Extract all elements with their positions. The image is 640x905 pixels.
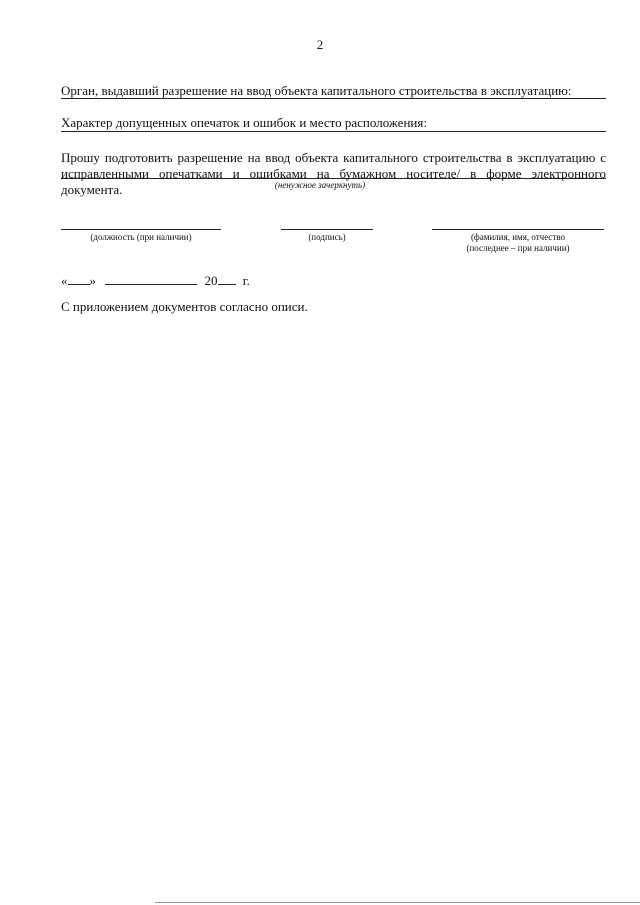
date-open-quote: « [61, 273, 68, 288]
request-line-1: Прошу подготовить разрешение на ввод объекта капитального строительства в эксплуатацию с [61, 150, 606, 165]
request-text [61, 150, 606, 198]
full-name-label [432, 232, 604, 254]
signature-label: (подпись) [308, 232, 346, 242]
day-blank [68, 272, 90, 285]
issuing-authority-label: Орган, выдавший разрешение на ввод объекта капитального строительства в эксплуатацию: [61, 83, 572, 98]
month-blank [105, 272, 197, 285]
date-close-quote: » [89, 273, 96, 288]
attachment-text: С приложением документов согласно описи. [61, 299, 308, 314]
full-name-label-line-2: (последнее – при наличии) [466, 243, 570, 253]
full-name-label-line-1: (фамилия, имя, отчество [470, 232, 566, 242]
scan-edge-line [155, 902, 640, 903]
signature-line [281, 229, 373, 230]
issuing-authority-line [61, 98, 606, 99]
year-prefix: 20 [204, 273, 218, 288]
full-name-line [432, 229, 604, 230]
date-row [61, 272, 250, 289]
page-number: 2 [316, 37, 324, 52]
year-blank [218, 272, 236, 285]
request-underline [61, 178, 606, 179]
request-line-2: исправленными опечатками и ошибками на бумажном носителе/ в форме электронного документа. [61, 166, 606, 197]
position-label: (должность (при наличии) [90, 232, 192, 242]
position-line [61, 229, 221, 230]
errors-description-label: Характер допущенных опечаток и ошибок и место расположения: [61, 115, 427, 130]
strike-note: (ненужное зачеркнуть) [274, 180, 366, 190]
errors-description-line [61, 131, 606, 132]
year-suffix: г. [242, 273, 250, 288]
